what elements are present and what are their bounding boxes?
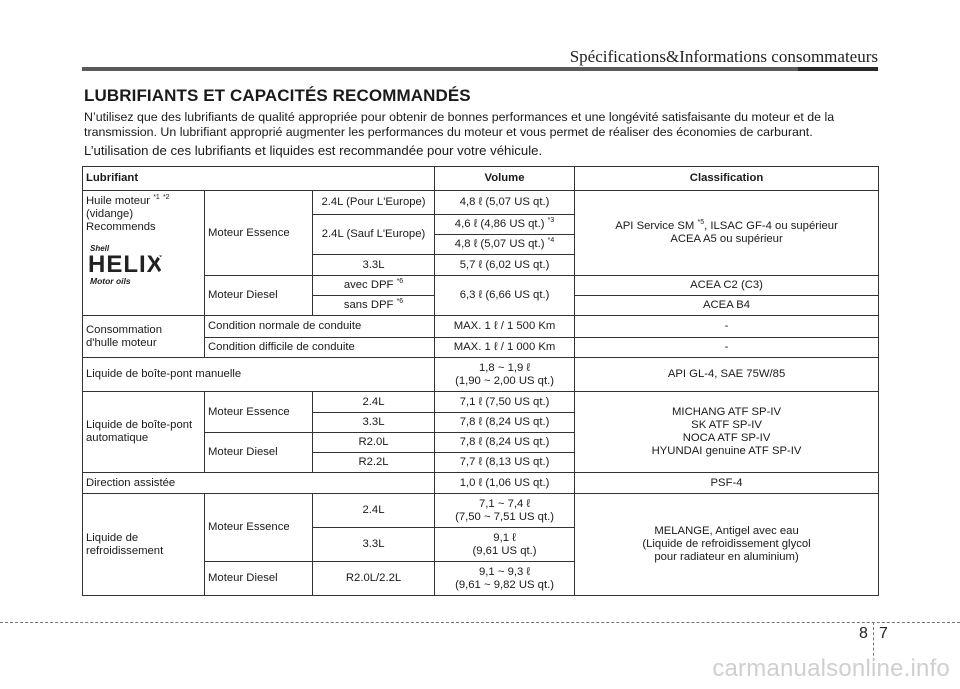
volume-cell: 7,7 ℓ (8,13 US qt.) (435, 453, 575, 473)
manual-trans-label: Liquide de boîte-pont manuelle (83, 358, 435, 392)
volume-cell: MAX. 1 ℓ / 1 500 Km (435, 316, 575, 338)
engine-oil-title: Huile moteur (86, 195, 154, 207)
condition-cell: Condition normale de conduite (205, 316, 435, 338)
footnote-ref: *2 (162, 194, 170, 202)
class-text: SK ATF SP-IV (691, 419, 762, 431)
volume-cell: 7,8 ℓ (8,24 US qt.) (435, 413, 575, 433)
engine-cell: 3.3L (313, 413, 435, 433)
engine-oil-recommends: Recommends (86, 221, 156, 233)
volume-text: 4,8 ℓ (5,07 US qt.) (454, 238, 548, 250)
table-row (83, 473, 879, 494)
class-text: MELANGE, Antigel avec eau (654, 525, 799, 537)
volume-text: 9,1 ~ 9,3 ℓ (478, 565, 531, 578)
table-row (83, 494, 879, 528)
footnote-ref: *4 (547, 237, 555, 245)
class-text: (Liquide de refroidissement glycol (642, 538, 811, 550)
engine-cell: 2.4L (313, 494, 435, 528)
volume-cell (435, 215, 575, 235)
classification-cell: - (575, 316, 879, 338)
engine-cell: 2.4L (313, 392, 435, 413)
volume-cell: 7,8 ℓ (8,24 US qt.) (435, 433, 575, 453)
volume-cell: 5,7 ℓ (6,02 US qt.) (435, 255, 575, 276)
engine-oil-sub: (vidange) (86, 208, 134, 220)
engine-type-diesel: Moteur Diesel (205, 433, 313, 473)
classification-cell: API GL-4, SAE 75W/85 (575, 358, 879, 392)
label-text: refroidissement (86, 544, 164, 557)
header-lubricant: Lubrifiant (83, 167, 435, 191)
volume-cell (435, 358, 575, 392)
volume-text: 1,8 ~ 1,9 ℓ (478, 361, 531, 374)
engine-cell: R2.2L (313, 453, 435, 473)
page-number-value: 7 (879, 625, 888, 642)
volume-cell (435, 494, 575, 528)
engine-cell (313, 296, 435, 316)
footer-divider (0, 622, 960, 623)
table-row (83, 191, 879, 215)
volume-cell: MAX. 1 ℓ / 1 000 Km (435, 338, 575, 358)
table-row (83, 316, 879, 338)
section-title: Spécifications&Informations consommateurs (569, 47, 878, 66)
label-text: Liquide de boîte-pont (86, 419, 193, 431)
footnote-ref: *6 (396, 298, 404, 306)
watermark: carmanualsonline.info (712, 655, 950, 682)
class-text: NOCA ATF SP-IV (682, 432, 771, 444)
engine-type-gasoline: Moteur Essence (205, 392, 313, 433)
condition-cell: Condition difficile de conduite (205, 338, 435, 358)
class-text: pour radiateur en aluminium) (654, 551, 799, 563)
lubricants-table (82, 166, 879, 596)
label-text: d'hulle moteur (86, 336, 157, 349)
engine-oil-label (83, 191, 205, 316)
logo-helix-text: HELIX (88, 251, 164, 278)
engine-cell: 3.3L (313, 255, 435, 276)
header-volume: Volume (435, 167, 575, 191)
classification-cell (575, 392, 879, 473)
intro-paragraph-2: L’utilisation de ces lubrifiants et liquides est recommandée pour votre véhicule. (84, 143, 543, 158)
classification-cell: PSF-4 (575, 473, 879, 494)
auto-trans-label (83, 392, 205, 473)
power-steering-label: Direction assistée (83, 473, 435, 494)
engine-text: avec DPF (343, 279, 397, 291)
volume-cell: 4,8 ℓ (5,07 US qt.) (435, 191, 575, 215)
volume-cell (435, 562, 575, 596)
header-rule (82, 67, 878, 71)
volume-text: (7,50 ~ 7,51 US qt.) (455, 510, 554, 523)
engine-cell: 2.4L (Pour L'Europe) (313, 191, 435, 215)
label-text: automatique (86, 432, 149, 444)
coolant-label (83, 494, 205, 596)
logo-motor-oils-text: Motor oils (90, 276, 131, 286)
engine-type-gasoline: Moteur Essence (205, 191, 313, 276)
classification-cell: - (575, 338, 879, 358)
classification-cell: ACEA C2 (C3) (575, 276, 879, 296)
volume-text: 7,1 ~ 7,4 ℓ (478, 497, 531, 510)
engine-cell: R2.0L/2.2L (313, 562, 435, 596)
classification-cell (575, 494, 879, 596)
table-row (83, 392, 879, 413)
oil-consumption-label (83, 316, 205, 358)
table-header-row (83, 167, 879, 191)
volume-cell (435, 235, 575, 255)
volume-text: 4,6 ℓ (4,86 US qt.) (454, 218, 548, 230)
engine-text: sans DPF (343, 299, 397, 311)
class-text: , ILSAC GF-4 ou supérieur (704, 220, 838, 232)
footnote-ref: *6 (396, 278, 404, 286)
volume-text: 9,1 ℓ (493, 531, 516, 544)
engine-cell: R2.0L (313, 433, 435, 453)
header-classification: Classification (575, 167, 879, 191)
engine-type-diesel: Moteur Diesel (205, 276, 313, 316)
class-text: API Service SM (615, 220, 698, 232)
volume-cell: 7,1 ℓ (7,50 US qt.) (435, 392, 575, 413)
classification-cell: ACEA B4 (575, 296, 879, 316)
volume-text: (1,90 ~ 2,00 US qt.) (455, 374, 554, 387)
class-text: HYUNDAI genuine ATF SP-IV (651, 445, 802, 457)
footnote-ref: *1 (153, 194, 160, 202)
engine-type-diesel: Moteur Diesel (205, 562, 313, 596)
volume-cell: 6,3 ℓ (6,66 US qt.) (435, 276, 575, 316)
classification-cell (575, 191, 879, 276)
engine-cell: 3.3L (313, 528, 435, 562)
engine-type-gasoline: Moteur Essence (205, 494, 313, 562)
intro-paragraph: N’utilisez que des lubrifiants de qualité appropriée pour obtenir de bonnes performances et une longévité satisfaisante du moteur et de la transmission. Un lubrifiant approprié augmenter les performances du moteur et vous permet de réaliser des économies de carburant. (84, 110, 835, 139)
engine-cell (313, 276, 435, 296)
volume-text: (9,61 ~ 9,82 US qt.) (455, 578, 554, 591)
shell-helix-logo-graphic (88, 242, 184, 286)
chapter-number: 8 (859, 625, 868, 642)
page-heading: LUBRIFIANTS ET CAPACITÉS RECOMMANDÉS (84, 86, 471, 105)
class-text: ACEA A5 ou supérieur (670, 233, 783, 245)
volume-text: (9,61 US qt.) (472, 544, 537, 557)
footnote-ref: *3 (547, 217, 555, 225)
class-text: MICHANG ATF SP-IV (672, 406, 782, 418)
volume-cell (435, 528, 575, 562)
logo-shell-text: Shell (90, 244, 110, 253)
label-text: Liquide de (86, 531, 139, 544)
volume-cell: 1,0 ℓ (1,06 US qt.) (435, 473, 575, 494)
table-row (83, 358, 879, 392)
label-text: Consommation (86, 323, 162, 336)
footnote-ref: *5 (697, 219, 705, 227)
shell-helix-logo (88, 242, 201, 290)
engine-cell: 2.4L (Sauf L'Europe) (313, 215, 435, 255)
